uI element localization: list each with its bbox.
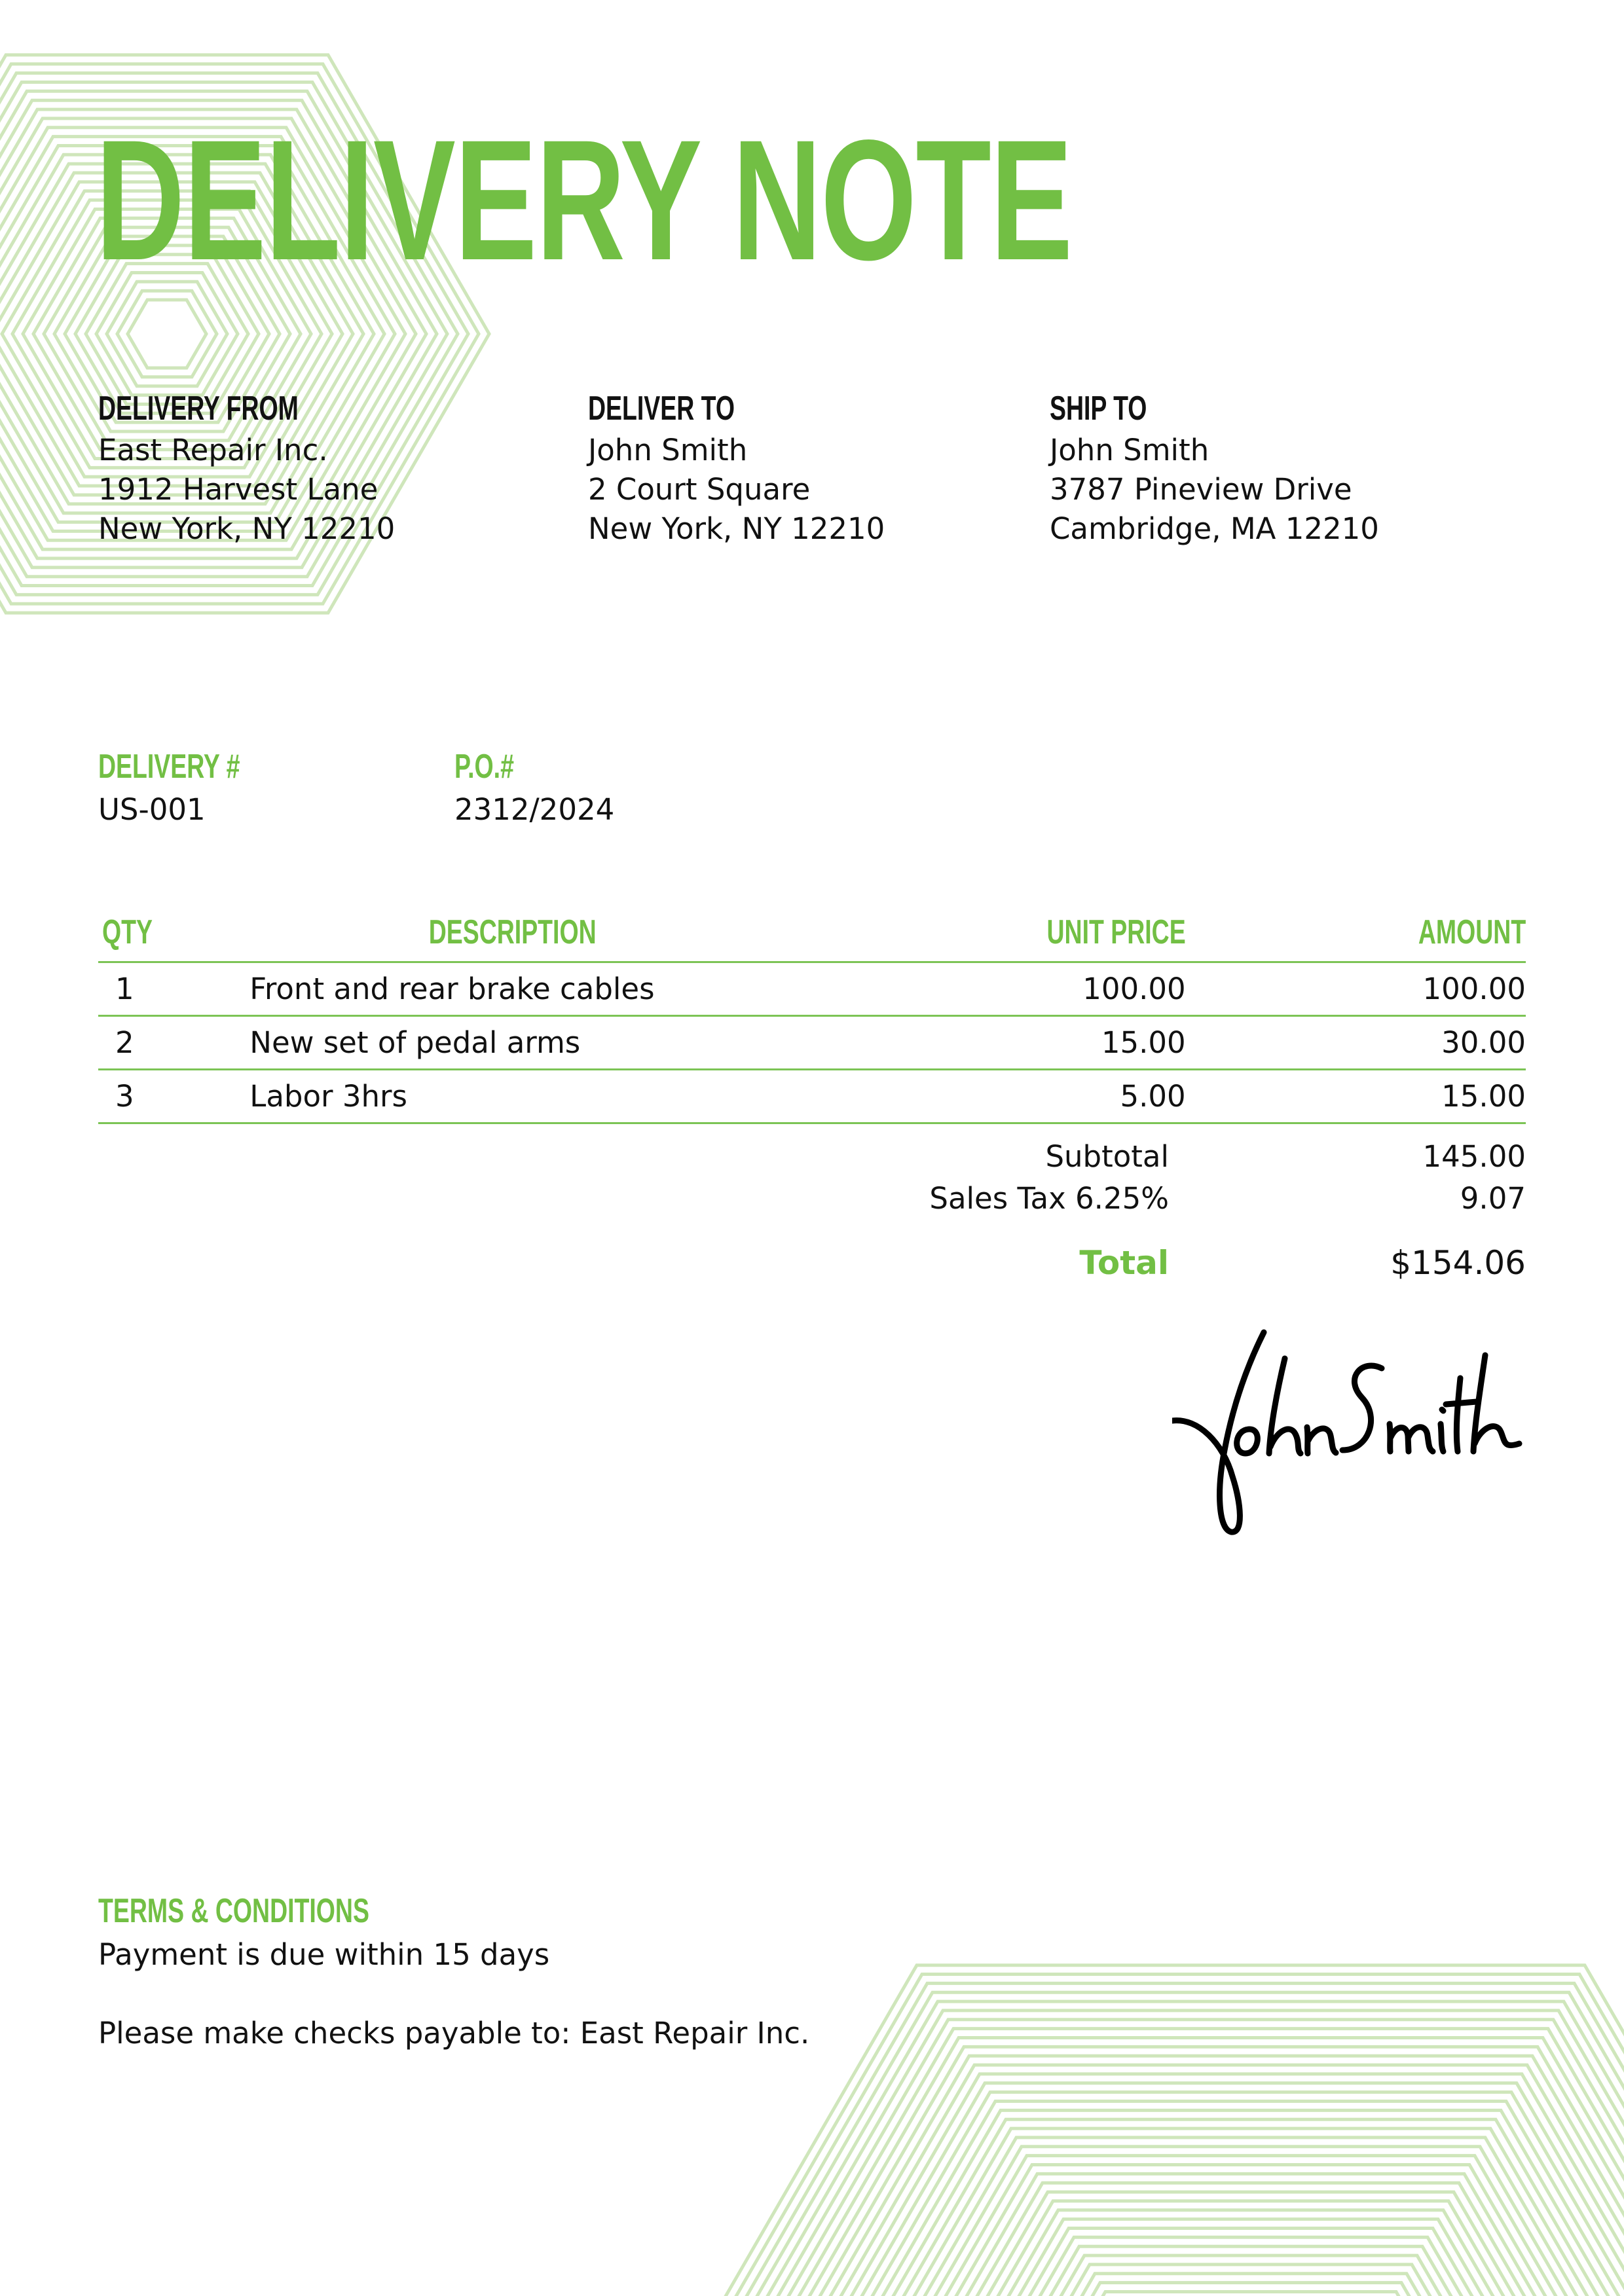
hexagon-ring bbox=[107, 282, 227, 386]
hexagon-ring bbox=[117, 291, 217, 377]
terms-line-payment: Payment is due within 15 days bbox=[98, 1937, 550, 1972]
tax-value: 9.07 bbox=[1460, 1181, 1526, 1216]
ship-to-block bbox=[1050, 392, 1379, 549]
total-row bbox=[786, 1244, 1526, 1286]
qty-header: QTY bbox=[102, 913, 153, 951]
po-number-label: P.O.# bbox=[454, 748, 514, 786]
row-description: Front and rear brake cables bbox=[207, 962, 818, 1016]
ship-to-heading: SHIP TO bbox=[1050, 390, 1147, 428]
row-amount: 100.00 bbox=[1186, 962, 1526, 1016]
document-title: DELIVERY NOTE bbox=[96, 104, 1072, 296]
po-number-value: 2312/2024 bbox=[454, 792, 615, 827]
subtotal-label: Subtotal bbox=[1045, 1139, 1169, 1174]
hexagon-ring bbox=[845, 2192, 1624, 2296]
total-label: Total bbox=[1079, 1244, 1169, 1282]
ship-to-line: John Smith bbox=[1050, 433, 1209, 467]
amount-header: AMOUNT bbox=[1418, 913, 1526, 951]
table-row bbox=[98, 962, 1526, 1016]
row-description: New set of pedal arms bbox=[207, 1016, 818, 1070]
tax-row bbox=[786, 1181, 1526, 1223]
row-unit-price: 100.00 bbox=[818, 962, 1185, 1016]
row-qty: 2 bbox=[98, 1016, 207, 1070]
row-amount: 30.00 bbox=[1186, 1016, 1526, 1070]
deliver-to-line: New York, NY 12210 bbox=[588, 511, 885, 546]
items-table bbox=[98, 903, 1526, 1124]
terms-line-checks: Please make checks payable to: East Repair Inc. bbox=[98, 2016, 810, 2050]
delivery-from-line: 1912 Harvest Lane bbox=[98, 472, 378, 507]
row-qty: 3 bbox=[98, 1070, 207, 1123]
delivery-from-line: New York, NY 12210 bbox=[98, 511, 396, 546]
signature bbox=[1172, 1319, 1526, 1542]
deliver-to-line: John Smith bbox=[588, 433, 748, 467]
hexagon-ring bbox=[128, 300, 206, 368]
delivery-from-line: East Repair Inc. bbox=[98, 433, 328, 467]
row-description: Labor 3hrs bbox=[207, 1070, 818, 1123]
unit-price-header: UNIT PRICE bbox=[1046, 913, 1186, 951]
deliver-to-heading: DELIVER TO bbox=[588, 390, 735, 428]
row-unit-price: 15.00 bbox=[818, 1016, 1185, 1070]
deliver-to-line: 2 Court Square bbox=[588, 472, 811, 507]
row-qty: 1 bbox=[98, 962, 207, 1016]
row-amount: 15.00 bbox=[1186, 1070, 1526, 1123]
delivery-number-block bbox=[98, 750, 295, 829]
table-row bbox=[98, 1070, 1526, 1123]
po-number-block bbox=[454, 750, 614, 829]
totals-block bbox=[786, 1139, 1526, 1286]
delivery-from-block bbox=[98, 392, 395, 549]
table-header-row bbox=[98, 903, 1526, 962]
terms-heading: TERMS & CONDITIONS bbox=[98, 1892, 369, 1930]
ship-to-line: Cambridge, MA 12210 bbox=[1050, 511, 1379, 546]
table-row bbox=[98, 1016, 1526, 1070]
hexagon-ring bbox=[960, 2292, 1541, 2296]
description-header: DESCRIPTION bbox=[428, 913, 597, 951]
subtotal-row bbox=[786, 1139, 1526, 1181]
delivery-number-label: DELIVERY # bbox=[98, 748, 240, 786]
row-unit-price: 5.00 bbox=[818, 1070, 1185, 1123]
tax-label: Sales Tax 6.25% bbox=[929, 1181, 1169, 1216]
total-value: $154.06 bbox=[1390, 1244, 1526, 1282]
terms-block bbox=[98, 1894, 809, 2054]
delivery-from-heading: DELIVERY FROM bbox=[98, 390, 299, 428]
deliver-to-block bbox=[588, 392, 885, 549]
delivery-number-value: US-001 bbox=[98, 792, 206, 827]
ship-to-line: 3787 Pineview Drive bbox=[1050, 472, 1352, 507]
subtotal-value: 145.00 bbox=[1422, 1139, 1526, 1174]
